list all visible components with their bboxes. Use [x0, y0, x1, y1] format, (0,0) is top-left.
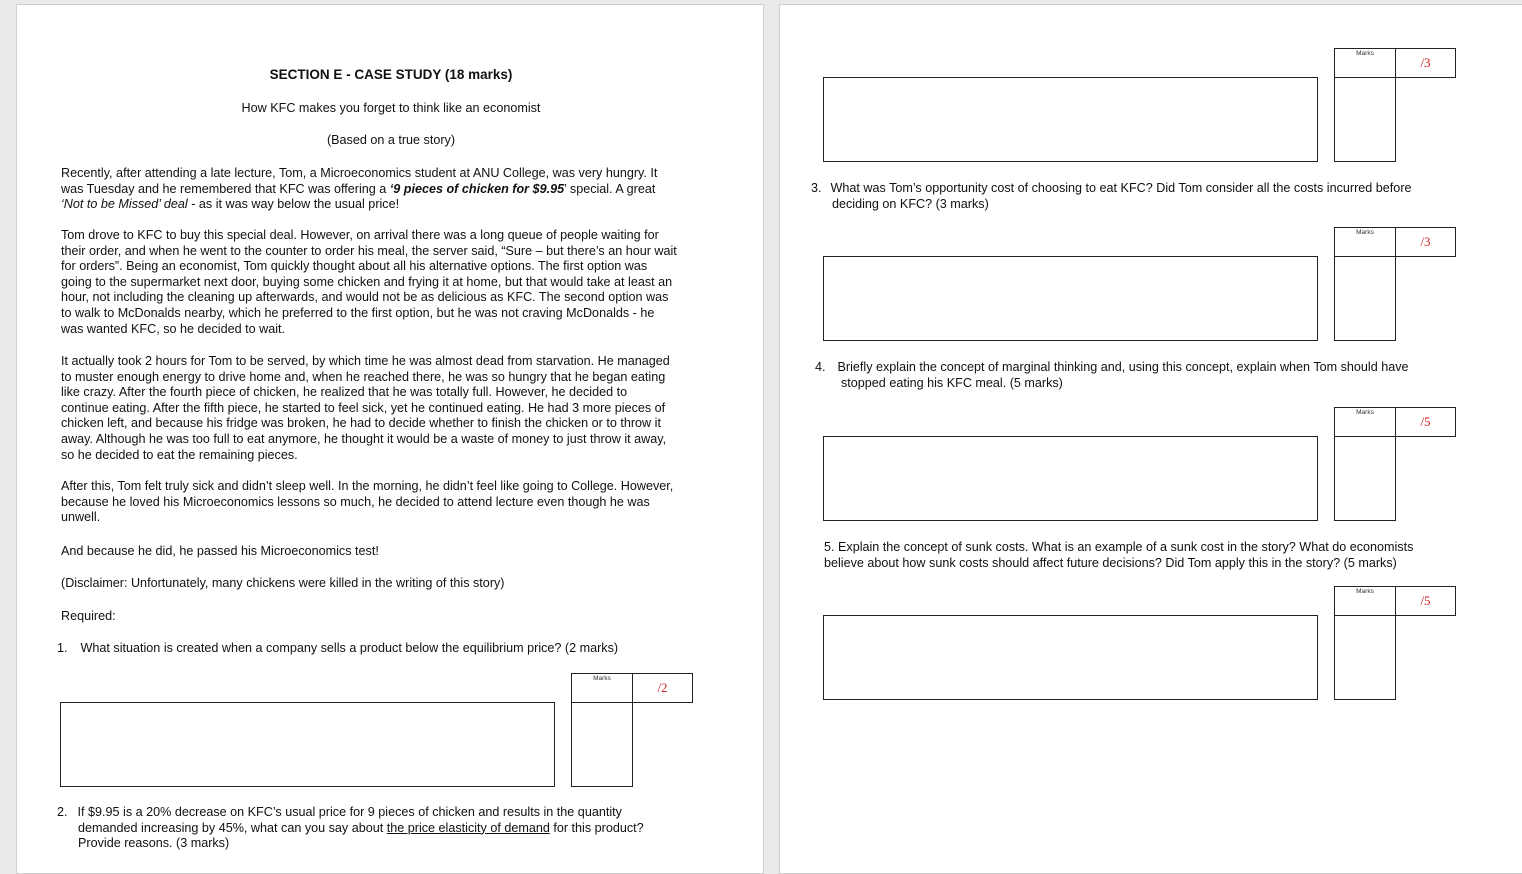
- page-right: [779, 4, 1522, 874]
- para3-line: like crazy. After the fourth piece of chicken, he realized that he was totally full. However, he decided to: [61, 385, 628, 400]
- question-4-line-1: [815, 360, 1409, 376]
- question-4-answer-box[interactable]: [823, 436, 1318, 521]
- para1-line-2-text: was Tuesday and he remembered that KFC was offering a: [61, 181, 390, 196]
- question-1: [57, 641, 618, 657]
- question-1-score-box[interactable]: [571, 702, 633, 787]
- question-5: [824, 540, 1413, 571]
- question-2: [57, 805, 644, 852]
- para1-line-2-end: ’ special. A great: [564, 181, 656, 196]
- question-2-marks: /3: [1420, 55, 1431, 70]
- marks-label-cell: [1334, 407, 1396, 437]
- page-left: [16, 4, 764, 874]
- marks-value-cell: [632, 673, 693, 703]
- para2-line: going to the supermarket next door, buying some chicken and frying it at home, but that would take at least an: [61, 274, 673, 289]
- marks-label-cell: [571, 673, 633, 703]
- para4-line: because he loved his Microeconomics lessons so much, he decided to attend lecture even though he was: [61, 494, 650, 509]
- question-2-text-1: If $9.95 is a 20% decrease on KFC’s usual price for 9 pieces of chicken and results in the quantity: [77, 805, 622, 819]
- question-2-line-3: Provide reasons. (3 marks): [78, 836, 230, 851]
- question-2-text-2-end: for this product?: [549, 820, 644, 835]
- para2-line: Tom drove to KFC to buy this special deal. However, on arrival there was a long queue of people waiting for: [61, 228, 659, 242]
- based-on-note: (Based on a true story): [326, 133, 456, 147]
- question-2-line-1: [57, 805, 644, 821]
- marks-value-cell: [1395, 227, 1456, 257]
- question-5-score-box[interactable]: [1334, 615, 1396, 700]
- para4-line: After this, Tom felt truly sick and didn’t sleep well. In the morning, he didn’t feel like going to College. However,: [61, 479, 674, 493]
- para2-line: for orders”. Being an economist, Tom quickly thought about all his alternative options. The first option was: [61, 259, 648, 274]
- para3-line: chicken left, and because his fridge was broken, he had to decide whether to finish the chicken or to throw it: [61, 416, 661, 431]
- question-1-answer-box[interactable]: [60, 702, 555, 787]
- question-4: [815, 360, 1409, 391]
- question-1-number: 1.: [57, 641, 68, 655]
- para2-line: hour, not including the cleaning up afterwards, and would not be as delicious as KFC. The second option was: [61, 290, 669, 305]
- marks-label-cell: [1334, 227, 1396, 257]
- question-3: [811, 181, 1412, 212]
- question-4-number: 4.: [815, 360, 826, 374]
- question-2-answer-box[interactable]: [823, 77, 1318, 162]
- para3-line: so he decided to eat the remaining pieces.: [61, 447, 298, 462]
- para4-line: unwell.: [61, 510, 101, 525]
- question-3-number: 3.: [811, 181, 822, 195]
- question-2-line-2: [57, 821, 644, 837]
- question-5-marks: /5: [1420, 593, 1431, 608]
- question-3-answer-box[interactable]: [823, 256, 1318, 341]
- special-offer-text: ‘9 pieces of chicken for $9.95: [389, 181, 565, 196]
- marks-label-cell: [1334, 586, 1396, 616]
- question-3-text-1: What was Tom’s opportunity cost of choosing to eat KFC? Did Tom consider all the costs incurred before: [830, 181, 1412, 195]
- required-heading: Required:: [61, 609, 116, 623]
- story-paragraph-3: [61, 354, 670, 463]
- question-5-line-2: believe about how sunk costs should affect future decisions? Did Tom apply this in the story? (5 marks): [824, 555, 1397, 570]
- marks-value-cell: [1395, 407, 1456, 437]
- para1-line-3: [61, 197, 657, 213]
- question-2-score-box[interactable]: [1334, 77, 1396, 162]
- story-paragraph-1: [61, 166, 657, 213]
- story-paragraph-4: [61, 479, 673, 526]
- marks-label: Marks: [593, 675, 611, 682]
- para3-line: to muster enough energy to drive home and, when he reached there, he was so hungry that he began eating: [61, 369, 666, 384]
- question-5-line-1: 5. Explain the concept of sunk costs. What is an example of a sunk cost in the story? What do economists: [824, 540, 1414, 554]
- section-title: SECTION E - CASE STUDY (18 marks): [269, 67, 513, 82]
- price-elasticity-term: the price elasticity of demand: [386, 820, 550, 835]
- question-1-text: What situation is created when a company sells a product below the equilibrium price? (2 marks): [80, 641, 619, 655]
- para1-line-3-end: - as it was way below the usual price!: [187, 197, 400, 212]
- question-4-score-box[interactable]: [1334, 436, 1396, 521]
- question-4-marks: /5: [1420, 414, 1431, 429]
- question-3-line-2: deciding on KFC? (3 marks): [832, 196, 989, 211]
- question-2-number: 2.: [57, 805, 68, 819]
- marks-label: Marks: [1356, 50, 1374, 57]
- marks-label-cell: [1334, 48, 1396, 78]
- story-paragraph-2: [61, 228, 677, 337]
- story-paragraph-5: And because he did, he passed his Microeconomics test!: [61, 544, 379, 558]
- question-3-marks: /3: [1420, 234, 1431, 249]
- question-5-answer-box[interactable]: [823, 615, 1318, 700]
- question-3-score-box[interactable]: [1334, 256, 1396, 341]
- deal-phrase: ‘Not to be Missed’ deal: [61, 197, 188, 212]
- para3-line: away. Although he was too full to eat anymore, he thought it would be a waste of money to just throw it away,: [61, 431, 667, 446]
- para3-line: continue eating. After the fifth piece, he started to feel sick, yet he continued eating. He had 3 more pieces of: [61, 400, 666, 415]
- question-2-text-2: demanded increasing by 45%, what can you say about: [78, 820, 387, 835]
- case-subtitle: How KFC makes you forget to think like an economist: [241, 101, 541, 115]
- para1-line-1: Recently, after attending a late lecture, Tom, a Microeconomics student at ANU College, was very hungry. It: [61, 166, 658, 180]
- para2-line: their order, and when he went to the counter to order his meal, the server said, “Sure – but there’s an hour wait: [61, 243, 677, 258]
- para2-line: to walk to McDonalds nearby, which he preferred to the first option, but he was not craving McDonalds - he: [61, 305, 655, 320]
- question-3-line-1: [811, 181, 1412, 197]
- question-4-text-1: Briefly explain the concept of marginal thinking and, using this concept, explain when Tom should have: [837, 360, 1409, 374]
- question-4-line-2: stopped eating his KFC meal. (5 marks): [841, 375, 1063, 390]
- marks-value-cell: [1395, 586, 1456, 616]
- para1-line-2: [61, 182, 657, 198]
- marks-value-cell: [1395, 48, 1456, 78]
- para3-line: It actually took 2 hours for Tom to be served, by which time he was almost dead from starvation. He managed: [61, 354, 670, 368]
- question-1-marks: /2: [657, 680, 668, 695]
- marks-label: Marks: [1356, 409, 1374, 416]
- disclaimer: (Disclaimer: Unfortunately, many chickens were killed in the writing of this story): [61, 576, 505, 590]
- marks-label: Marks: [1356, 588, 1374, 595]
- para2-line: was wanted KFC, so he decided to wait.: [61, 321, 286, 336]
- marks-label: Marks: [1356, 229, 1374, 236]
